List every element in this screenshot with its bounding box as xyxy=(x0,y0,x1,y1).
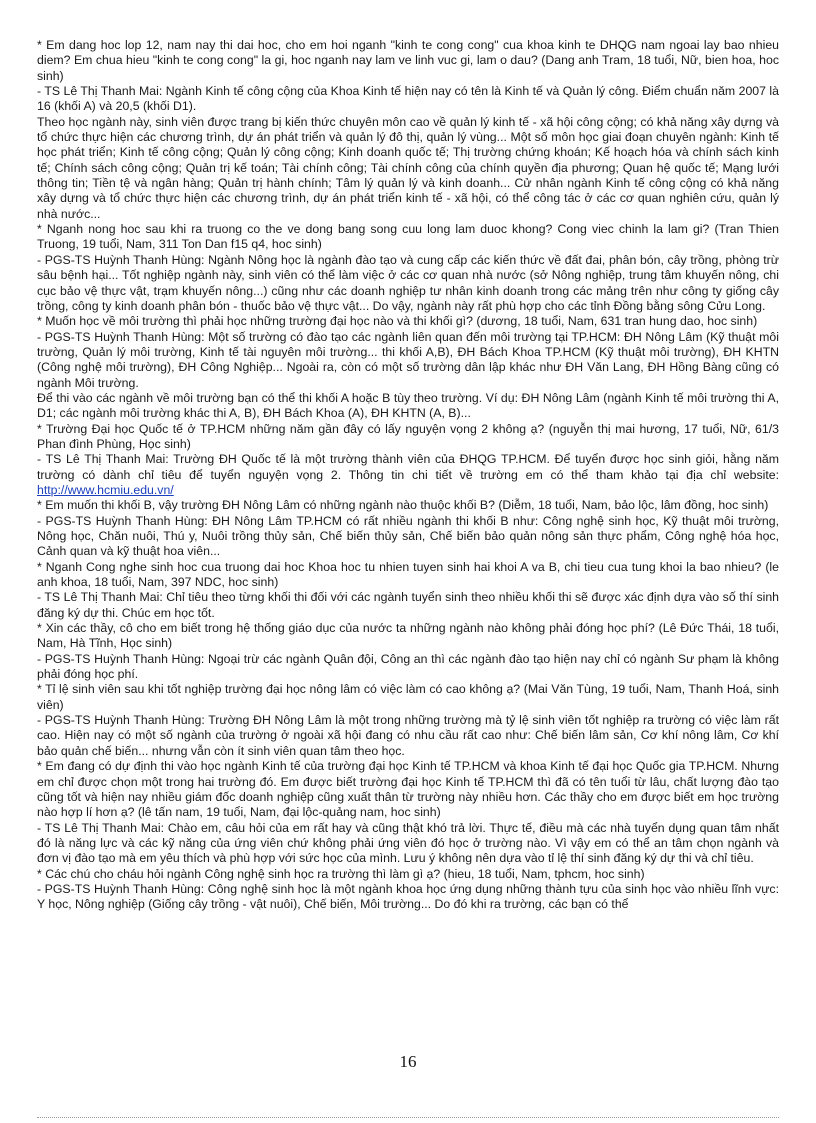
bottom-divider xyxy=(37,1117,779,1118)
answer-paragraph: Để thi vào các ngành về môi trường bạn có thể thi khối A hoặc B tùy theo trường. Ví dụ: ĐH Nông Lâm (ngành Kinh tế môi trường thi A, D1; các ngành môi trường khác thi A, B), ĐH Bách Khoa (A), ĐH KHTN (A, B)... xyxy=(37,390,779,421)
answer-paragraph: - TS Lê Thị Thanh Mai: Chào em, câu hỏi của em rất hay và cũng thật khó trả lời. Thực tế, điều mà các nhà tuyển dụng quan tâm nhất đó là năng lực và các kỹ năng của ứng viên chứ không phải ứng viên đó học ở trường nào. Vì vậy em có thể an tâm chọn ngành và đơn vị đào tạo mà em yêu thích và phù hợp với sức học của mình. Lưu ý không nên dựa vào tỉ lệ thí sinh đăng ký dự thi và chỉ tiêu. xyxy=(37,820,779,866)
answer-paragraph: Theo học ngành này, sinh viên được trang bị kiến thức chuyên môn cao về quản lý kinh tế - xã hội công cộng; có khả năng xây dựng và tổ chức thực hiện các chương trình, dự án phát triển và quản lý đô thị, quản lý vùng... Một số môn học giai đoạn chuyên ngành: Kinh tế học phát triển; Kinh tế công cộng; Quản lý công cộng; Kinh doanh quốc tế; Thị trường chứng khoán; Kế hoạch hóa và chính sách kinh tế; Chính sách công cộng; Quản trị kế toán; Tài chính công; Tài chính công của chính quyền địa phương; Quan hệ quốc tế; Mạng lưới thông tin; Tiền tệ và ngân hàng; Quản trị hành chính; Tâm lý quản lý và kinh doanh... Cử nhân ngành Kinh tế công cộng có khả năng xây dựng và tổ chức thực hiện các chương trình, dự án phát triển kinh tế - xã hội, có thể công tác ở các cơ quan nghiên cứu, quản lý nhà nước... xyxy=(37,114,779,221)
answer-paragraph: - PGS-TS Huỳnh Thanh Hùng: Ngoại trừ các ngành Quân đội, Công an thì các ngành đào tạo hiện nay chỉ có ngành Sư phạm là không phải đóng học phí. xyxy=(37,651,779,682)
question-paragraph: * Em đang có dự định thi vào học ngành Kinh tế của trường đại học Kinh tế TP.HCM và khoa Kinh tế đại học Quốc gia TP.HCM. Nhưng em chỉ được chọn một trong hai trường đó. Em được biết trường đại học Kinh tế TP.HCM thì đã có tên tuổi từ lâu, chất lượng đào tạo cũng tốt và hiện nay nhiều giám đốc doanh nghiệp cũng xuất thân từ trường này nhiều hơn. Các thầy cho em được biết em học trường nào hợp lí hơn ạ? (lê tấn nam, 19 tuổi, Nam, đại lộc-quảng nam, hoc sinh) xyxy=(37,759,779,820)
question-paragraph: * Trường Đại học Quốc tế ở TP.HCM những năm gần đây có lấy nguyện vọng 2 không ạ? (nguyễn thị mai hương, 17 tuổi, Nữ, 61/3 Phan đình Phùng, Học sinh) xyxy=(37,421,779,451)
question-paragraph: * Nganh nong hoc sau khi ra truong co the ve dong bang song cuu long lam duoc khong? Cong viec chinh la lam gi? (Tran Thien Truong, 19 tuổi, Nam, 311 Ton Dan f15 q4, hoc sinh) xyxy=(37,222,779,252)
answer-paragraph: - PGS-TS Huỳnh Thanh Hùng: ĐH Nông Lâm TP.HCM có rất nhiều ngành thi khối B như: Công nghệ sinh học, Kỹ thuật môi trường, Nông học, Chăn nuôi, Thú y, Nuôi trồng thủy sản, Chế biến thủy sản, Chế biến bảo quản nông sản thực phẩm, Công nghệ hóa học, Cảnh quan và kỹ thuật hoa viên... xyxy=(37,513,779,559)
document-body xyxy=(37,38,779,913)
question-paragraph: * Tỉ lệ sinh viên sau khi tốt nghiệp trường đại học nông lâm có việc làm có cao không ạ? (Mai Văn Tùng, 19 tuổi, Nam, Thanh Hoá, sinh viên) xyxy=(37,682,779,712)
answer-paragraph: - PGS-TS Huỳnh Thanh Hùng: Trường ĐH Nông Lâm là một trong những trường mà tỷ lệ sinh viên tốt nghiệp ra trường có việc làm rất cao. Hiện nay có một số ngành của trường ở ngoài xã hội đang có nhu cầu rất cao như: Chế biến lâm sản, Cơ khí nông lâm, Cơ khí bảo quản chế biến... nhưng vẫn còn ít sinh viên quan tâm theo học. xyxy=(37,713,779,758)
answer-paragraph: - PGS-TS Huỳnh Thanh Hùng: Công nghệ sinh học là một ngành khoa học ứng dụng những thành tựu của sinh học vào nhiều lĩnh vực: Y học, Nông nghiệp (Giống cây trồng - vật nuôi), Chế biến, Môi trường... Do đó khi ra trường, các bạn có thể xyxy=(37,881,779,912)
answer-text: - TS Lê Thị Thanh Mai: Trường ĐH Quốc tế là một trường thành viên của ĐHQG TP.HCM. Để tuyển được học sinh giỏi, hằng năm trường có dành chỉ tiêu để tuyển nguyện vọng 2. Thông tin chi tiết về trường em có thể tham khảo tại địa chỉ website: xyxy=(37,452,779,482)
answer-paragraph: - TS Lê Thị Thanh Mai: Chỉ tiêu theo từng khối thi đối với các ngành tuyển sinh theo nhiều khối thi sẽ được xác định dựa vào số thí sinh đăng ký dự thi. Chúc em học tốt. xyxy=(37,590,779,620)
question-paragraph: * Nganh Cong nghe sinh hoc cua truong dai hoc Khoa hoc tu nhien tuyen sinh hai khoi A va B, chi tieu cua tung khoi la bao nhieu? (le anh khoa, 18 tuổi, Nam, 397 NDC, hoc sinh) xyxy=(37,559,779,590)
question-paragraph: * Các chú cho cháu hỏi ngành Công nghệ sinh học ra trường thì làm gì ạ? (hieu, 18 tuổi, Nam, tphcm, hoc sinh) xyxy=(37,866,645,881)
page-number: 16 xyxy=(399,1052,417,1071)
question-paragraph: * Xin các thầy, cô cho em biết trong hệ thống giáo dục của nước ta những ngành nào không phải đóng học phí? (Lê Đức Thái, 18 tuổi, Nam, Hà Tĩnh, Học sinh) xyxy=(37,621,779,651)
answer-paragraph xyxy=(37,452,779,498)
answer-paragraph: - TS Lê Thị Thanh Mai: Ngành Kinh tế công cộng của Khoa Kinh tế hiện nay có tên là Kinh tế và Quản lý công. Điểm chuẩn năm 2007 là 16 (khối A) và 20,5 (khối D1). xyxy=(37,84,779,114)
website-link[interactable]: http://www.hcmiu.edu.vn/ xyxy=(37,482,174,497)
answer-paragraph: - PGS-TS Huỳnh Thanh Hùng: Một số trường có đào tạo các ngành liên quan đến môi trường tại TP.HCM: ĐH Nông Lâm (Kỹ thuật môi trường, Quản lý môi trường, Kinh tế tài nguyên môi trường... thi khối A,B), ĐH Bách Khoa TP.HCM (Kỹ thuật môi trường), ĐH KHTN (Công nghệ môi trường), ĐH Công Nghiệp... Ngoài ra, còn có một số trường dân lập khác như ĐH Văn Lang, ĐH Hồng Bàng cũng có ngành Môi trường. xyxy=(37,329,779,390)
question-paragraph: * Em muốn thi khối B, vậy trường ĐH Nông Lâm có những ngành nào thuộc khối B? (Diễm, 18 tuổi, Nam, bảo lộc, lâm đồng, hoc sinh) xyxy=(37,498,769,513)
question-paragraph: * Em dang hoc lop 12, nam nay thi dai hoc, cho em hoi nganh "kinh te cong cong" cua khoa kinh te DHQG nam ngoai lay bao nhieu diem? Em chua hieu "kinh te cong cong" la gi, hoc nganh nay lam ve linh vuc gi, lam o dau? (Dang anh Tram, 18 tuổi, Nữ, bien hoa, hoc sinh) xyxy=(37,38,779,83)
question-paragraph: * Muốn học về môi trường thì phải học những trường đại học nào và thi khối gì? (dương, 18 tuổi, Nam, 631 tran hung dao, hoc sinh) xyxy=(37,314,758,329)
answer-paragraph: - PGS-TS Huỳnh Thanh Hùng: Ngành Nông học là ngành đào tạo và cung cấp các kiến thức về đất đai, phân bón, cây trồng, phòng trừ sâu bệnh hại... Tốt nghiệp ngành này, sinh viên có thể làm việc ở các cơ quan nhà nước (sở Nông nghiệp, trung tâm khuyến nông, chi cục bảo vệ thực vật, trạm khuyến nông...) cũng như các doanh nghiệp tư nhân kinh doanh trong các mảng trên như công ty giống cây trồng, công ty kinh doanh phân bón - thuốc bảo vệ thực vật... Do vậy, ngành này rất phù hợp cho các tỉnh Đồng bằng sông Cửu Long. xyxy=(37,252,779,313)
